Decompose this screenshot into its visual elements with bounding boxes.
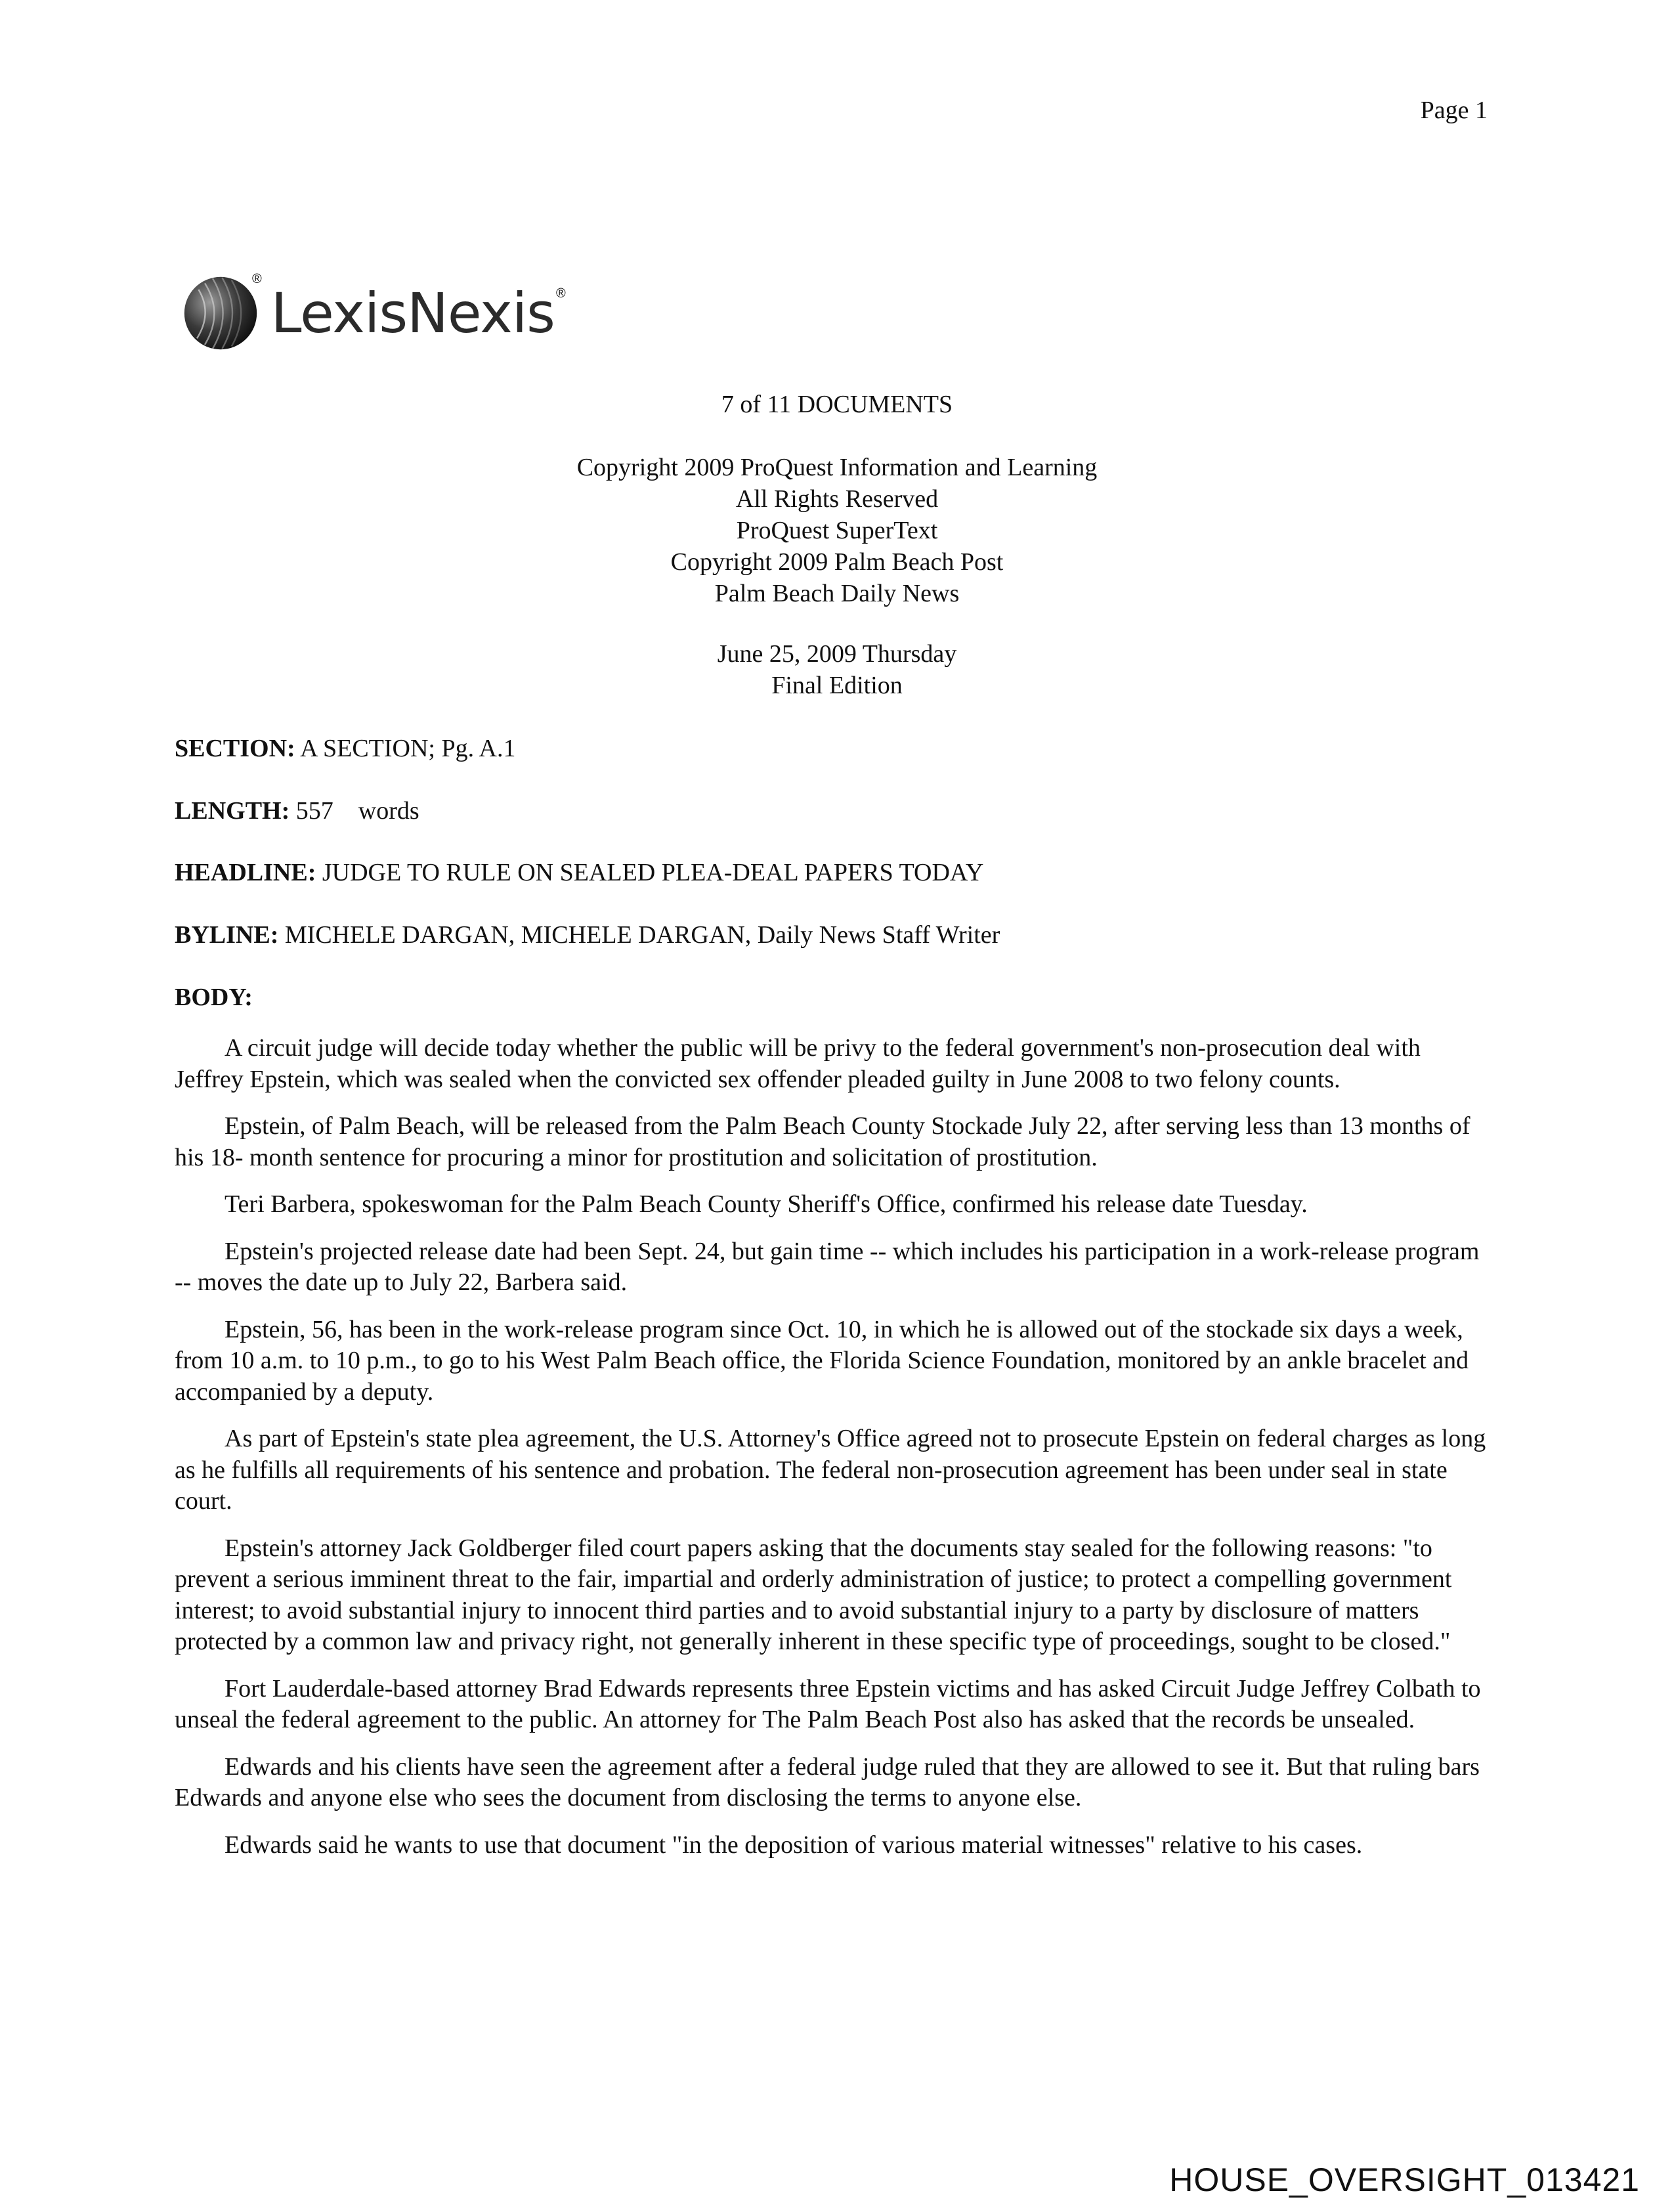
article-body bbox=[175, 1033, 1488, 1876]
copyright-line: Copyright 2009 Palm Beach Post bbox=[670, 548, 1004, 576]
section-label: SECTION: bbox=[175, 735, 295, 762]
bates-stamp: HOUSE_OVERSIGHT_013421 bbox=[1169, 2161, 1640, 2198]
body-paragraph: Teri Barbera, spokeswoman for the Palm Beach County Sheriff's Office, confirmed his release date Tuesday. bbox=[225, 1190, 1308, 1218]
headline-value: JUDGE TO RULE ON SEALED PLEA-DEAL PAPERS TODAY bbox=[322, 859, 984, 886]
byline-value: MICHELE DARGAN, MICHELE DARGAN, Daily News Staff Writer bbox=[284, 921, 1000, 949]
body-paragraph: Epstein's attorney Jack Goldberger filed court papers asking that the documents stay sealed for the following reasons: "to prevent a serious imminent threat to the fair, impartial and orderly administration of justice; to protect a compelling government interest; to avoid substantial injury to innocent third parties and to avoid substantial injury to a party by disclosure of matters protected by a common law and privacy right, not generally inherent in these specific type of proceedings, sought to be closed." bbox=[175, 1534, 1452, 1655]
body-label: BODY: bbox=[175, 984, 253, 1011]
body-paragraph: Fort Lauderdale-based attorney Brad Edwards represents three Epstein victims and has asked Circuit Judge Jeffrey Colbath to unseal the federal agreement to the public. An attorney for The Palm Beach Post also has asked that the records be unsealed. bbox=[175, 1674, 1481, 1733]
copyright-line: ProQuest SuperText bbox=[736, 517, 938, 544]
body-paragraph: Edwards and his clients have seen the agreement after a federal judge ruled that they are allowed to see it. But that ruling bars Edwards and anyone else who sees the document from disclosing the terms to anyone else. bbox=[175, 1752, 1480, 1811]
copyright-line: Palm Beach Daily News bbox=[714, 580, 960, 607]
length-value: 557 words bbox=[295, 797, 419, 825]
length-field bbox=[175, 796, 419, 825]
body-paragraph: Epstein's projected release date had been Sept. 24, but gain time -- which includes his participation in a work-release program -- moves the date up to July 22, Barbera said. bbox=[175, 1237, 1480, 1296]
copyright-block bbox=[0, 452, 1674, 609]
body-paragraph: Epstein, 56, has been in the work-release program since Oct. 10, in which he is allowed out of the stockade six days a week, from 10 a.m. to 10 p.m., to go to his West Palm Beach office, the Florida Science Foundation, monitored by an ankle bracelet and accompanied by a deputy. bbox=[175, 1315, 1469, 1406]
byline-label: BYLINE: bbox=[175, 921, 279, 949]
length-label: LENGTH: bbox=[175, 797, 290, 825]
body-paragraph: A circuit judge will decide today whether the public will be privy to the federal government's non-prosecution deal with Jeffrey Epstein, which was sealed when the convicted sex offender pleaded guilty in June 2008 to two felony counts. bbox=[175, 1034, 1421, 1093]
section-field bbox=[175, 734, 515, 763]
edition: Final Edition bbox=[771, 672, 903, 699]
section-value: A SECTION; Pg. A.1 bbox=[300, 735, 516, 762]
date-block bbox=[0, 638, 1674, 701]
logo-wordmark: LexisNexis bbox=[270, 281, 555, 345]
document-count: 7 of 11 DOCUMENTS bbox=[721, 391, 953, 418]
lexisnexis-logo bbox=[181, 271, 565, 356]
publication-date: June 25, 2009 Thursday bbox=[717, 640, 957, 668]
body-paragraph: Epstein, of Palm Beach, will be released from the Palm Beach County Stockade July 22, after serving less than 13 months of his 18- month sentence for procuring a minor for prostitution and solicitation of prostitution. bbox=[175, 1112, 1470, 1171]
headline-field bbox=[175, 858, 983, 887]
body-paragraph: Edwards said he wants to use that document "in the deposition of various material witnesses" relative to his cases. bbox=[225, 1831, 1363, 1859]
logo-registered-mark: ® bbox=[252, 271, 262, 286]
copyright-line: Copyright 2009 ProQuest Information and Learning bbox=[576, 454, 1098, 481]
copyright-line: All Rights Reserved bbox=[735, 485, 939, 513]
logo-registered-mark-2: ® bbox=[555, 286, 566, 301]
headline-label: HEADLINE: bbox=[175, 859, 316, 886]
byline-field bbox=[175, 921, 1000, 949]
body-paragraph: As part of Epstein's state plea agreement, the U.S. Attorney's Office agreed not to prosecute Epstein on federal charges as long as he fulfills all requirements of his sentence and probation. The federal non-prosecution agreement has been under seal in state court. bbox=[175, 1425, 1486, 1515]
page-number: Page 1 bbox=[1420, 97, 1488, 124]
lexisnexis-globe-icon bbox=[181, 271, 262, 353]
